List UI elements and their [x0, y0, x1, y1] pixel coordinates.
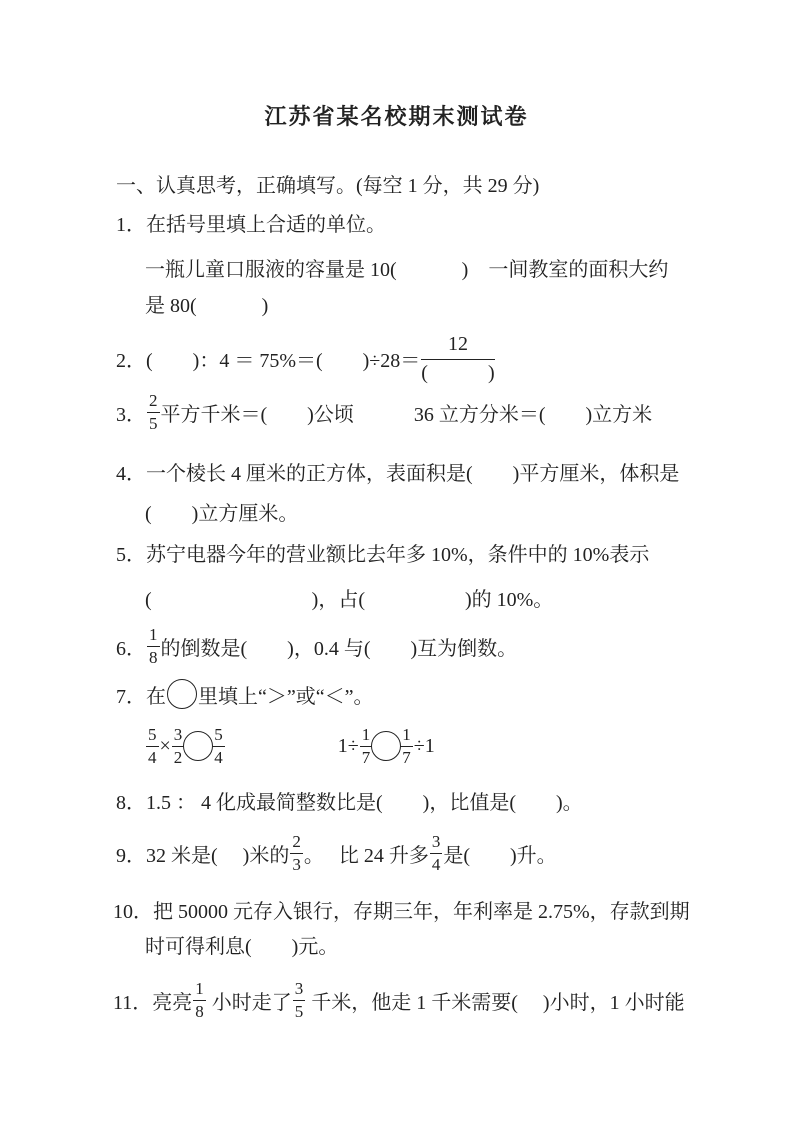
operator: × — [159, 734, 171, 757]
fraction-denominator: 7 — [402, 747, 411, 767]
fraction — [421, 332, 494, 385]
fraction-denominator: ( ) — [421, 361, 495, 384]
question-5-line-1 — [116, 537, 649, 567]
question-text: 8．1.5 ： 4 化成最简整数比是( )，比值是( )。 — [116, 791, 583, 814]
paper-title-text: 江苏省某名校期末测试卷 — [264, 103, 529, 129]
question-text: 11．亮亮 — [113, 991, 193, 1014]
fraction-denominator: 4 — [214, 747, 223, 767]
fraction — [400, 725, 413, 767]
section-heading-text: 一、认真思考，正确填写。(每空 1 分，共 29 分) — [116, 174, 540, 197]
expression-text: ÷1 — [413, 734, 435, 757]
fraction-numerator: 1 — [147, 625, 160, 647]
fraction-denominator: 4 — [431, 854, 441, 874]
fraction-denominator: 4 — [148, 747, 157, 767]
question-10-line-1 — [113, 894, 690, 924]
comparison-circle — [183, 731, 213, 761]
fraction-denominator: 5 — [149, 413, 158, 433]
fraction-numerator: 12 — [421, 332, 494, 360]
question-text: 是( )升。 — [443, 844, 557, 867]
fraction-denominator: 8 — [195, 1001, 204, 1021]
fraction — [430, 832, 443, 874]
paper-title — [0, 100, 793, 130]
fraction — [146, 725, 159, 767]
fraction-denominator: 2 — [173, 747, 183, 767]
question-text: 1．在括号里填上合适的单位。 — [116, 213, 386, 236]
question-3-line-1 — [116, 390, 653, 433]
fraction-numerator: 2 — [290, 832, 303, 854]
fraction-denominator: 3 — [292, 854, 301, 874]
question-text: 时可得利息( )元。 — [145, 935, 339, 958]
question-text: ( )，占( )的 10%。 — [145, 588, 554, 611]
question-11-line-1 — [113, 978, 685, 1021]
fraction-numerator: 1 — [360, 725, 373, 747]
fraction — [290, 832, 303, 874]
question-1-line-1 — [116, 207, 386, 237]
question-7-comparison-line — [145, 724, 435, 767]
question-1-line-2 — [145, 252, 668, 282]
question-4-line-1 — [116, 456, 679, 486]
question-number: 6． — [116, 637, 146, 660]
fraction-numerator: 3 — [293, 979, 306, 1001]
question-text: ( )立方厘米。 — [145, 502, 299, 525]
fraction — [147, 625, 160, 667]
fraction — [212, 725, 225, 767]
question-text: 2．( )：4 ＝ 75%＝( )÷28＝ — [116, 349, 421, 372]
question-10-line-2 — [145, 929, 338, 959]
question-text: 10．把 50000 元存入银行，存期三年，年利率是 2.75%，存款到期 — [113, 900, 690, 923]
question-6-line-1 — [116, 624, 518, 667]
answer-circle — [167, 679, 197, 709]
comparison-circle — [371, 731, 401, 761]
question-text: 9．32 米是( )米的 — [116, 844, 290, 867]
question-7-line-1 — [116, 679, 374, 709]
question-text: 7．在 — [116, 685, 166, 708]
question-5-line-2 — [145, 582, 553, 612]
question-text: 。 比 24 升多 — [303, 844, 429, 867]
question-1-line-3 — [145, 288, 268, 318]
fraction-numerator: 3 — [430, 832, 443, 854]
question-text: 小时走了 — [206, 991, 292, 1014]
question-text: 4．一个棱长 4 厘米的正方体，表面积是( )平方厘米，体积是 — [116, 462, 680, 485]
question-text: 的倒数是( )，0.4 与( )互为倒数。 — [160, 637, 518, 660]
question-text: 一瓶儿童口服液的容量是 10( ) 一间教室的面积大约 — [145, 258, 669, 281]
fraction-denominator: 7 — [361, 747, 371, 767]
fraction-numerator: 1 — [193, 979, 206, 1001]
question-text: 里填上“＞”或“＜”。 — [198, 685, 374, 708]
question-2-line-1 — [116, 332, 496, 384]
question-text: 是 80( ) — [145, 294, 269, 317]
fraction — [293, 979, 306, 1021]
fraction-numerator: 3 — [172, 725, 185, 747]
fraction-numerator: 5 — [212, 725, 225, 747]
question-4-line-2 — [145, 496, 298, 526]
fraction — [147, 391, 160, 433]
fraction — [193, 979, 206, 1021]
question-text: 千米，他走 1 千米需要( )小时，1 小时能 — [306, 991, 685, 1014]
section-heading — [116, 168, 539, 198]
fraction-numerator: 2 — [147, 391, 160, 413]
fraction-denominator: 5 — [294, 1001, 304, 1021]
question-text: 5．苏宁电器今年的营业额比去年多 10%，条件中的 10%表示 — [116, 543, 650, 566]
expression-text: 1÷ — [337, 734, 359, 757]
question-text: 平方千米＝( )公顷 36 立方分米＝( )立方米 — [160, 403, 653, 426]
fraction-denominator: 8 — [149, 647, 158, 667]
fraction-numerator: 5 — [146, 725, 159, 747]
fraction-numerator: 1 — [400, 725, 413, 747]
question-number: 3． — [116, 403, 146, 426]
question-8-line-1 — [116, 785, 583, 815]
question-9-line-1 — [116, 831, 557, 874]
